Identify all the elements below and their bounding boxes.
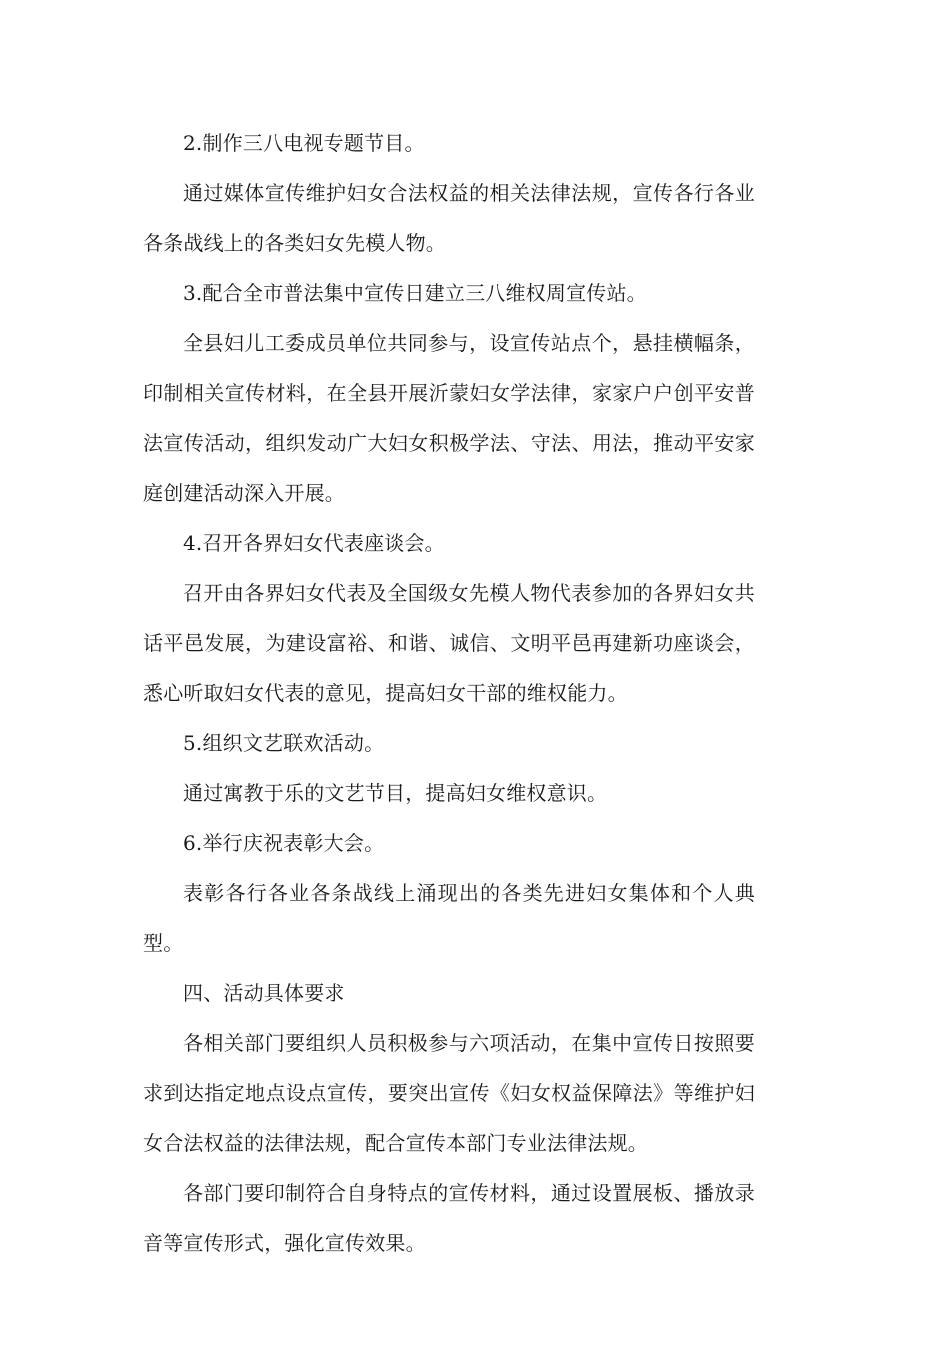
paragraph-commendation: 表彰各行各业各条战线上涌现出的各类先进妇女集体和个人典型。 [143, 881, 755, 955]
section-heading-commendation: 6.举行庆祝表彰大会。 [183, 831, 385, 855]
paragraph-requirements-participation: 各相关部门要组织人员积极参与六项活动，在集中宣传日按照要求到达指定地点设点宣传，要突出宣传《妇女权益保障法》等维护妇女合法权益的法律法规，配合宣传本部门专业法律法规。 [143, 1031, 755, 1155]
section-heading-symposium: 4.召开各界妇女代表座谈会。 [183, 531, 445, 555]
section-heading-requirements: 四、活动具体要求 [183, 981, 345, 1005]
paragraph-symposium: 召开由各界妇女代表及全国级女先模人物代表参加的各界妇女共话平邑发展，为建设富裕、和谐、诚信、文明平邑再建新功座谈会，悉心听取妇女代表的意见，提高妇女干部的维权能力。 [143, 581, 755, 705]
section-heading-art-gala: 5.组织文艺联欢活动。 [183, 731, 385, 755]
section-heading-tv-program: 2.制作三八电视专题节目。 [183, 131, 425, 155]
paragraph-art-gala: 通过寓教于乐的文艺节目，提高妇女维权意识。 [183, 781, 608, 805]
paragraph-media-publicity: 通过媒体宣传维护妇女合法权益的相关法律法规，宣传各行各业各条战线上的各类妇女先模人物。 [143, 181, 755, 255]
section-heading-publicity-station: 3.配合全市普法集中宣传日建立三八维权周宣传站。 [183, 281, 647, 305]
document-body [143, 118, 755, 1268]
paragraph-publicity-station: 全县妇儿工委成员单位共同参与，设宣传站点个，悬挂横幅条，印制相关宣传材料，在全县开展沂蒙妇女学法律，家家户户创平安普法宣传活动，组织发动广大妇女积极学法、守法、用法，推动平安家庭创建活动深入开展。 [143, 331, 755, 505]
paragraph-requirements-materials: 各部门要印制符合自身特点的宣传材料，通过设置展板、播放录音等宣传形式，强化宣传效果。 [143, 1181, 755, 1255]
